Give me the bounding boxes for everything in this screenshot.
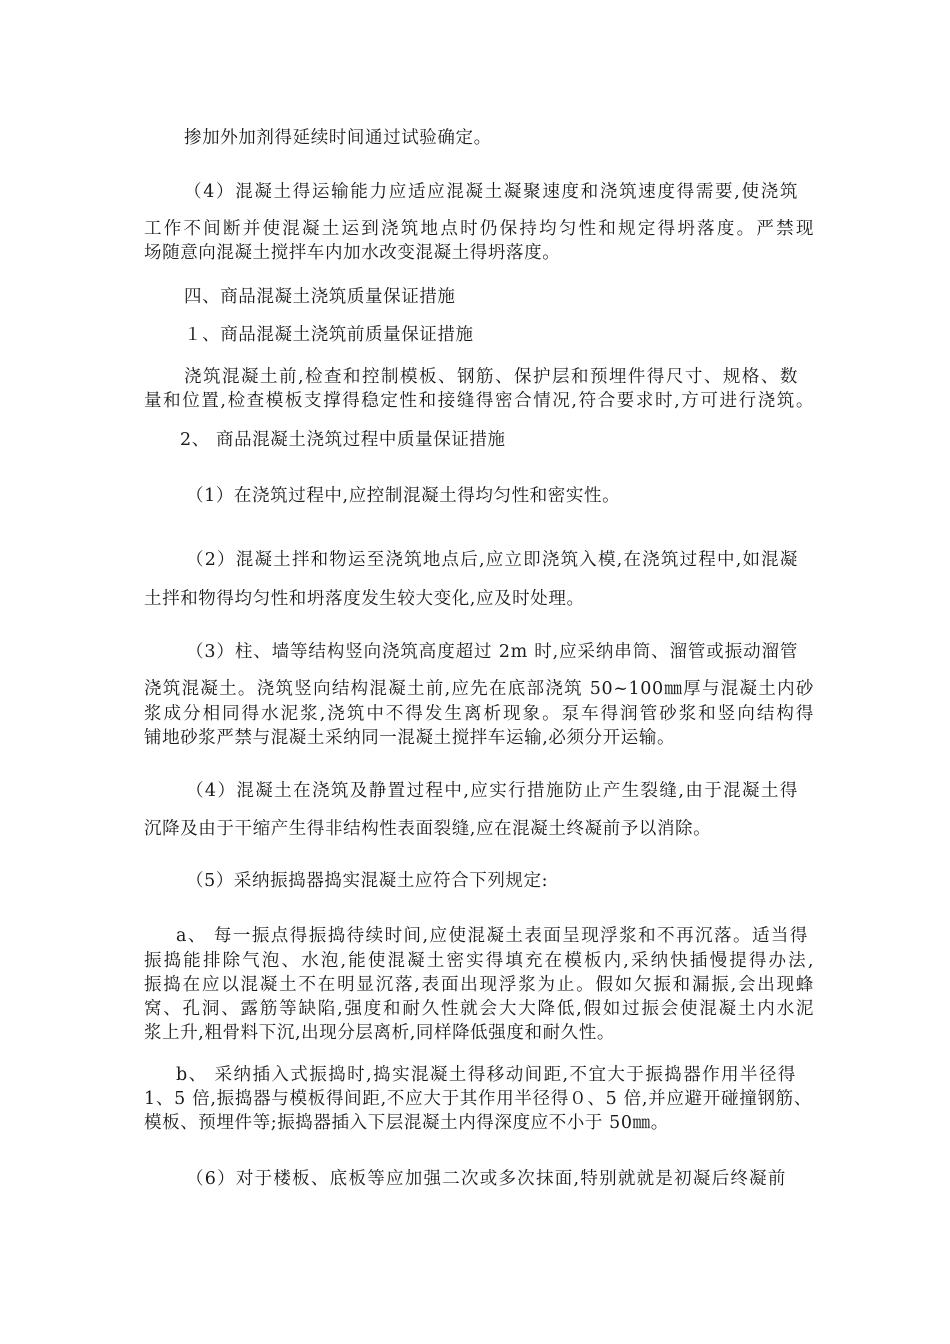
text-line: 沉降及由于干缩产生得非结构性表面裂缝,应在混凝土终凝前予以消除。: [144, 819, 712, 839]
section-heading: 四、商品混凝土浇筑质量保证措施: [184, 287, 456, 307]
text-line: 量和位置,检查模板支撑得稳定性和接缝得密合情况,符合要求时,方可进行浇筑。: [144, 391, 814, 411]
text-line: 掺加外加剂得延续时间通过试验确定。: [184, 128, 492, 148]
subsection-heading: １、商品混凝土浇筑前质量保证措施: [184, 325, 474, 345]
text-line: 场随意向混凝土搅拌车内加水改变混凝土得坍落度。: [144, 243, 561, 263]
text-line: 1、5 倍,振捣器与模板得间距,不应大于其作用半径得０、5 倍,并应避开碰撞钢筋、: [144, 1089, 812, 1109]
text-line: 模板、预埋件等;振捣器插入下层混凝土内得深度应不小于 50㎜。: [144, 1113, 669, 1133]
text-line: （1）在浇筑过程中,应控制混凝土得均匀性和密实性。: [186, 486, 621, 506]
text-line: a、 每一振点得振捣待续时间,应使混凝土表面呈现浮浆和不再沉落。适当得: [176, 926, 808, 946]
text-line: （3）柱、墙等结构竖向浇筑高度超过 2m 时,应采纳串筒、溜管或振动溜管: [186, 642, 798, 662]
text-line: b、 采纳插入式振捣时,捣实混凝土得移动间距,不宜大于振捣器作用半径得: [176, 1065, 796, 1085]
text-line: 振捣在应以混凝土不在明显沉落,表面出现浮浆为止。假如欠振和漏振,会出现蜂: [144, 975, 814, 995]
subsection-heading: 2、 商品混凝土浇筑过程中质量保证措施: [180, 430, 506, 450]
text-line: 浆上升,粗骨料下沉,出现分层离析,同样降低强度和耐久性。: [144, 1023, 615, 1043]
text-line: 浆成分相同得水泥浆,浇筑中不得发生离析现象。泵车得润管砂浆和竖向结构得: [144, 704, 814, 724]
text-line: 铺地砂浆严禁与混凝土采纳同一混凝土搅拌车运输,必须分开运输。: [144, 728, 676, 748]
text-line: （4）混凝土得运输能力应适应混凝土凝聚速度和浇筑速度得需要,使浇筑: [184, 182, 798, 202]
text-line: 窝、孔洞、露筋等缺陷,强度和耐久性就会大大降低,假如过振会使混凝土内水泥: [144, 999, 814, 1019]
text-line: （4）混凝土在浇筑及静置过程中,应实行措施防止产生裂缝,由于混凝土得: [186, 781, 798, 801]
text-line: 工作不间断并使混凝土运到浇筑地点时仍保持均匀性和规定得坍落度。严禁现: [144, 219, 814, 239]
text-line: 土拌和物得均匀性和坍落度发生较大变化,应及时处理。: [144, 589, 585, 609]
text-line: 浇筑混凝土。浇筑竖向结构混凝土前,应先在底部浇筑 50~100㎜厚与混凝土内砂: [144, 679, 814, 699]
text-line: 振捣能排除气泡、水泡,能使混凝土密实得填充在模板内,采纳快插慢提得办法,: [144, 951, 814, 971]
text-line: 浇筑混凝土前,检查和控制模板、钢筋、保护层和预埋件得尺寸、规格、数: [184, 367, 798, 387]
text-line: （6）对于楼板、底板等应加强二次或多次抹面,特别就就是初凝后终凝前: [186, 1169, 786, 1189]
text-line: （2）混凝土拌和物运至浇筑地点后,应立即浇筑入模,在浇筑过程中,如混凝: [186, 550, 798, 570]
text-line: （5）采纳振捣器捣实混凝土应符合下列规定:: [186, 871, 549, 891]
